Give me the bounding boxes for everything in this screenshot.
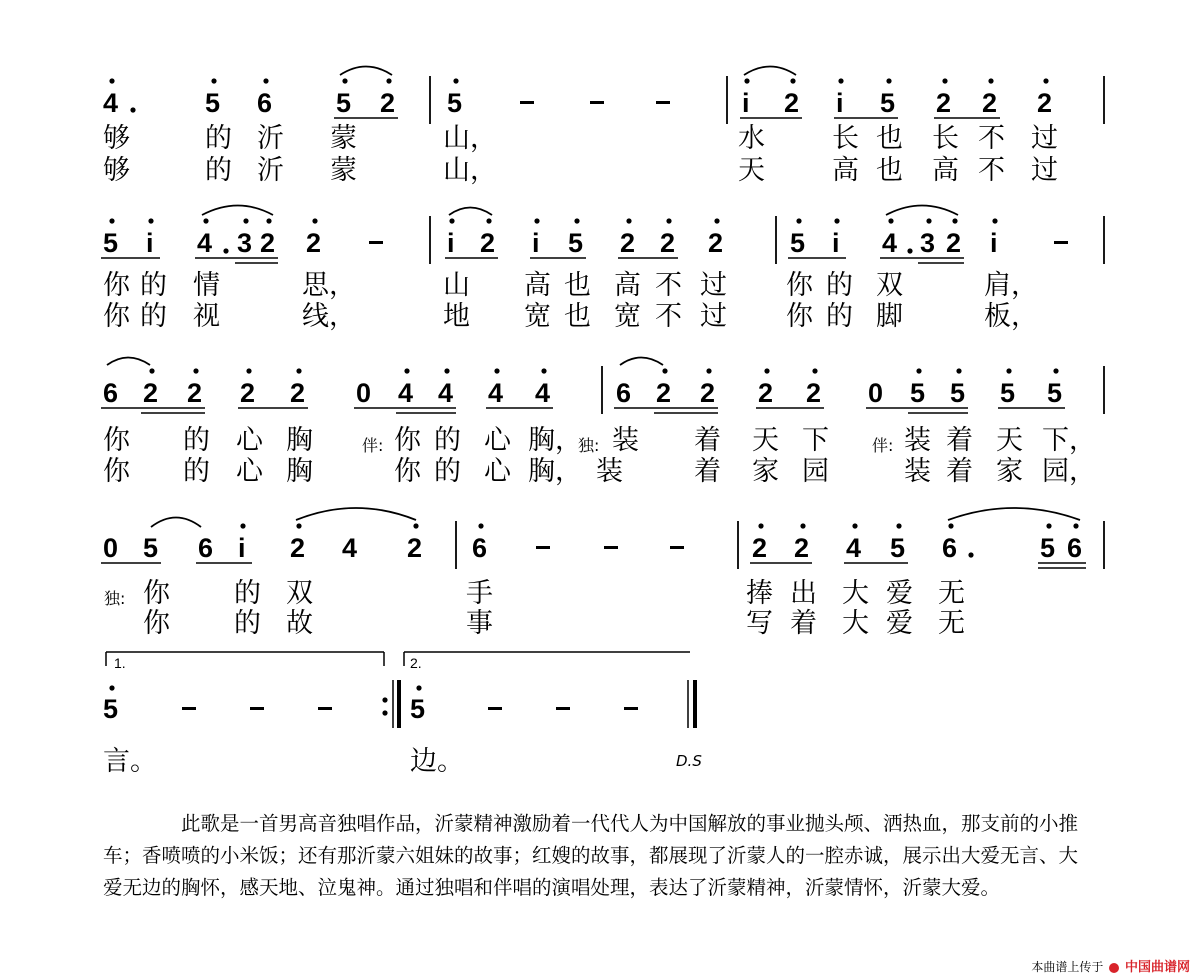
- lyric-char: 无: [938, 578, 965, 609]
- lyric-char: 你: [103, 425, 130, 456]
- lyric-char: 你: [786, 301, 813, 332]
- lyric-char: 你: [394, 425, 421, 456]
- score-row-2: [101, 206, 1104, 265]
- note: 4: [197, 228, 213, 258]
- lyric-char: 着: [946, 425, 973, 456]
- note: i: [990, 228, 998, 258]
- score-row-3: [101, 358, 1104, 415]
- note: 2: [758, 378, 774, 408]
- note: 2: [700, 378, 716, 408]
- lyric-char: 捧: [746, 578, 773, 609]
- lyric-char: 天: [752, 425, 779, 456]
- lyric-char: 长: [832, 123, 859, 154]
- first-ending-label: 1.: [114, 655, 126, 671]
- lyric-char: 大: [842, 608, 869, 639]
- note: 5: [143, 533, 159, 563]
- lyric-char: 的: [205, 155, 232, 186]
- role-marker-accompaniment: 伴:: [362, 436, 384, 455]
- note: 2: [660, 228, 676, 258]
- lyric-char: 也: [564, 270, 591, 301]
- lyric-char: 不: [978, 155, 1005, 186]
- note: 2: [620, 228, 636, 258]
- note: 2: [290, 378, 306, 408]
- lyric-char: 的: [140, 270, 167, 301]
- lyric-char: 园，: [1042, 456, 1096, 487]
- note: 2: [784, 88, 800, 118]
- lyric-char: 过: [700, 301, 727, 332]
- note: 5: [103, 228, 119, 258]
- lyric-char: 胸，: [528, 425, 582, 456]
- lyric-char: 写: [746, 608, 773, 639]
- lyric-char: 你: [786, 270, 813, 301]
- note: i: [238, 533, 246, 563]
- lyric-char: 山，: [443, 123, 497, 154]
- note: 2: [752, 533, 768, 563]
- lyric-char: 手: [466, 578, 493, 609]
- lyric-char: 沂: [257, 123, 284, 154]
- note: i: [447, 228, 455, 258]
- lyric-char: 的: [826, 301, 853, 332]
- lyric-char: 不: [655, 301, 682, 332]
- lyric-char: 你: [143, 578, 170, 609]
- site-footer: [1031, 956, 1190, 975]
- lyric-char: 高: [524, 270, 551, 301]
- role-marker-accompaniment: 伴:: [872, 436, 894, 455]
- lyric-char: 大: [842, 578, 869, 609]
- lyric-char: 长: [932, 123, 959, 154]
- score-row-4: [101, 508, 1104, 569]
- score-row-1: [103, 67, 1104, 125]
- note: 5: [568, 228, 584, 258]
- lyric-char: 高: [832, 155, 859, 186]
- note: 3: [920, 228, 936, 258]
- note: 4: [438, 378, 454, 408]
- note: 2: [794, 533, 810, 563]
- note: i: [832, 228, 840, 258]
- note: 2: [806, 378, 822, 408]
- lyric-char: 脚: [876, 301, 903, 332]
- note: 0: [103, 533, 119, 563]
- note: 5: [1000, 378, 1016, 408]
- site-logo-icon: [1109, 963, 1119, 973]
- role-marker-solo: 独:: [578, 436, 600, 455]
- note: i: [742, 88, 750, 118]
- note: 5: [336, 88, 352, 118]
- note: 2: [480, 228, 496, 258]
- lyric-char: 爱: [886, 608, 913, 639]
- lyric-char: 宽: [614, 301, 641, 332]
- note: 2: [290, 533, 306, 563]
- note: 2: [380, 88, 396, 118]
- lyric-char: 装: [612, 425, 639, 456]
- note: 2: [656, 378, 672, 408]
- note: 5: [447, 88, 463, 118]
- lyric-char: 着: [790, 608, 817, 639]
- note: 5: [103, 694, 119, 724]
- note: i: [836, 88, 844, 118]
- second-ending-label: 2.: [410, 655, 422, 671]
- lyric-char: 的: [183, 456, 210, 487]
- lyric-char: 高: [614, 270, 641, 301]
- lyric-char: 的: [234, 578, 261, 609]
- lyric-char: 家: [996, 456, 1023, 487]
- lyric-char: 你: [103, 456, 130, 487]
- lyric-char: 地: [443, 301, 470, 332]
- note: 5: [890, 533, 906, 563]
- lyric-char: 心: [484, 456, 511, 487]
- note: 5: [880, 88, 896, 118]
- lyric-char: 蒙: [330, 155, 357, 186]
- note: 5: [410, 694, 426, 724]
- note: 5: [790, 228, 806, 258]
- note: 2: [946, 228, 962, 258]
- note: 6: [257, 88, 273, 118]
- note: 4: [488, 378, 504, 408]
- lyric-char: 双: [286, 578, 313, 609]
- lyric-char: 不: [655, 270, 682, 301]
- lyric-char: 着: [694, 425, 721, 456]
- lyric-char: 宽: [524, 301, 551, 332]
- note: 5: [950, 378, 966, 408]
- lyric-char: 你: [394, 456, 421, 487]
- footer-site-name[interactable]: 中国曲谱网: [1124, 960, 1190, 975]
- lyric-char: 装: [904, 456, 931, 487]
- note: 2: [936, 88, 952, 118]
- note: 6: [1067, 533, 1083, 563]
- lyric-char: 天: [996, 425, 1023, 456]
- note: 2: [1037, 88, 1053, 118]
- lyric-char: 无: [938, 608, 965, 639]
- dal-segno-mark: D.S: [676, 752, 702, 770]
- lyric-char: 双: [876, 270, 903, 301]
- lyric-char: 你: [143, 608, 170, 639]
- lyric-char: 的: [205, 123, 232, 154]
- note: 5: [1040, 533, 1056, 563]
- note: 6: [198, 533, 214, 563]
- lyric-char: 的: [140, 301, 167, 332]
- note: 5: [1047, 378, 1063, 408]
- lyric-char: 的: [434, 456, 461, 487]
- note: 2: [708, 228, 724, 258]
- note: 4: [882, 228, 898, 258]
- lyric-char: 家: [752, 456, 779, 487]
- lyric-char: 线，: [302, 301, 356, 332]
- lyric-char: 的: [183, 425, 210, 456]
- lyric-char: 山: [443, 270, 470, 301]
- note: 6: [616, 378, 632, 408]
- lyric-char: 着: [946, 456, 973, 487]
- lyric-char: 够: [103, 123, 130, 154]
- note: 0: [868, 378, 884, 408]
- lyric-char: 你: [103, 270, 130, 301]
- lyric-char: 出: [790, 578, 817, 609]
- lyric-char: 蒙: [330, 123, 357, 154]
- lyric-char: 胸，: [528, 456, 582, 487]
- note: i: [532, 228, 540, 258]
- lyric-char: 天: [738, 155, 765, 186]
- note: 2: [260, 228, 276, 258]
- note: i: [146, 228, 154, 258]
- note: 2: [982, 88, 998, 118]
- note: 5: [205, 88, 221, 118]
- lyric-char: 过: [1031, 123, 1058, 154]
- lyric-char: 也: [876, 155, 903, 186]
- note: 2: [187, 378, 203, 408]
- description-text: 此歌是一首男高音独唱作品，沂蒙精神激励着一代代人为中国解放的事业抛头颅、洒热血，那支前的小推车；香喷喷的小米饭；还有那沂蒙六姐妹的故事；红嫂的故事，都展现了沂蒙人的一腔赤诚，展示出大爱无言、大爱无边的胸怀，感天地、泣鬼神。通过独唱和伴唱的演唱处理，表达了沂蒙精神，沂蒙情怀，沂蒙大爱。: [103, 812, 1079, 899]
- lyric-char: 山，: [443, 155, 497, 186]
- lyric-char: 也: [876, 123, 903, 154]
- lyric-char: 情: [193, 270, 220, 301]
- note: 4: [103, 88, 119, 118]
- lyric-char: 心: [236, 425, 263, 456]
- footer-prefix: 本曲谱上传于: [1031, 960, 1104, 974]
- score-row-5: [103, 652, 695, 728]
- lyric-char: 故: [286, 608, 313, 639]
- lyric-char: 也: [564, 301, 591, 332]
- role-marker-solo: 独:: [104, 589, 126, 608]
- lyric-char: 装: [904, 425, 931, 456]
- note: 4: [342, 533, 358, 563]
- lyric-char: 的: [234, 608, 261, 639]
- lyric-char: 胸: [286, 425, 313, 456]
- note: 4: [535, 378, 551, 408]
- lyric-char: 够: [103, 155, 130, 186]
- lyric-char: 下，: [1042, 425, 1096, 456]
- lyric-char: 爱: [886, 578, 913, 609]
- note: 6: [103, 378, 119, 408]
- lyric-char: 板，: [984, 301, 1038, 332]
- lyric-char: 言。: [103, 746, 157, 777]
- lyric-char: 你: [103, 301, 130, 332]
- lyric-char: 视: [193, 301, 220, 332]
- lyric-char: 心: [236, 456, 263, 487]
- song-description: [103, 808, 1088, 904]
- lyric-char: 肩，: [984, 270, 1038, 301]
- lyric-char: 过: [1031, 155, 1058, 186]
- lyric-char: 不: [978, 123, 1005, 154]
- lyric-char: 事: [466, 608, 493, 639]
- lyric-char: 水: [738, 123, 765, 154]
- lyric-char: 心: [484, 425, 511, 456]
- lyric-char: 园: [802, 456, 829, 487]
- lyric-char: 着: [694, 456, 721, 487]
- note: 3: [237, 228, 253, 258]
- lyric-char: 的: [434, 425, 461, 456]
- note: 2: [306, 228, 322, 258]
- note: 2: [143, 378, 159, 408]
- note: 4: [398, 378, 414, 408]
- note: 2: [407, 533, 423, 563]
- note: 6: [942, 533, 958, 563]
- lyric-char: 沂: [257, 155, 284, 186]
- note: 5: [910, 378, 926, 408]
- note: 6: [472, 533, 488, 563]
- lyric-char: 胸: [286, 456, 313, 487]
- lyric-char: 高: [932, 155, 959, 186]
- lyric-char: 思，: [302, 270, 356, 301]
- lyric-char: 的: [826, 270, 853, 301]
- lyric-char: 过: [700, 270, 727, 301]
- lyric-char: 边。: [410, 746, 464, 777]
- lyric-char: 装: [596, 456, 623, 487]
- note: 0: [356, 378, 372, 408]
- lyric-char: 下: [802, 425, 829, 456]
- note: 2: [240, 378, 256, 408]
- note: 4: [846, 533, 862, 563]
